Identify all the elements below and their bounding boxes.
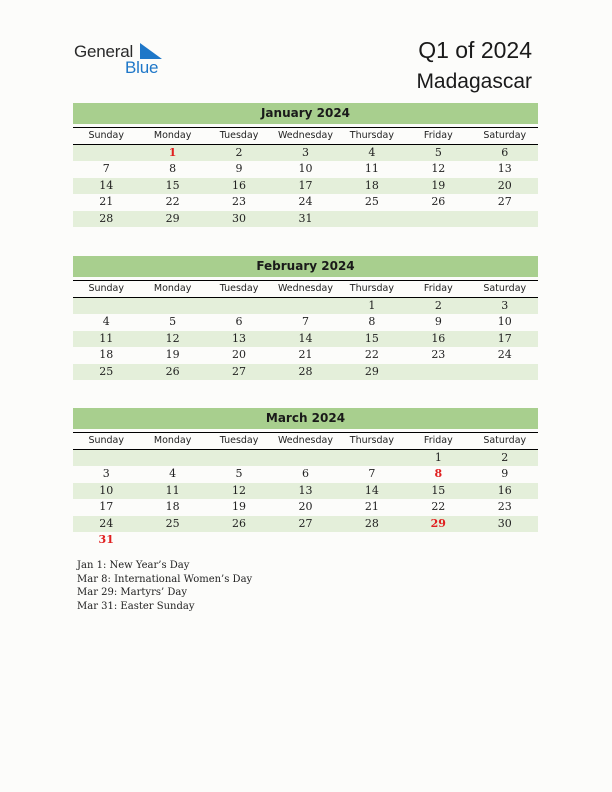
day-cell: 28 <box>364 516 379 530</box>
day-cell: 4 <box>368 146 376 159</box>
weekday-label: Saturday <box>483 283 527 294</box>
weekday-label: Monday <box>153 130 192 141</box>
week-row <box>73 466 538 482</box>
day-cell: 26 <box>431 195 446 209</box>
day-cell: 24 <box>497 348 512 362</box>
holiday-notes <box>77 559 252 613</box>
day-cell: 3 <box>501 299 509 312</box>
day-cell: 19 <box>232 500 247 514</box>
day-cell: 8 <box>434 467 443 481</box>
weekday-header-row <box>73 432 538 450</box>
weekday-label: Monday <box>153 435 192 446</box>
month-title: March 2024 <box>73 408 538 429</box>
day-cell: 24 <box>298 195 313 209</box>
day-cell <box>73 145 139 161</box>
day-cell: 11 <box>99 331 114 345</box>
day-cell: 2 <box>434 299 442 312</box>
weekday-label: Saturday <box>483 435 527 446</box>
day-cell: 4 <box>102 315 110 329</box>
weekday-header-row <box>73 280 538 298</box>
day-cell: 30 <box>497 516 512 530</box>
day-cell: 6 <box>301 467 309 481</box>
day-cell: 27 <box>497 195 512 209</box>
weekday-label: Friday <box>423 283 453 294</box>
day-cell: 3 <box>102 467 110 481</box>
weekday-label: Wednesday <box>277 435 333 446</box>
month-february <box>73 256 538 380</box>
week-row <box>73 450 538 466</box>
day-cell: 7 <box>301 315 309 329</box>
day-cell: 25 <box>99 364 114 378</box>
day-cell: 7 <box>102 162 110 176</box>
day-cell: 15 <box>165 178 180 192</box>
day-cell <box>139 298 205 314</box>
logo-text-blue: Blue <box>125 58 159 77</box>
day-cell: 25 <box>364 195 379 209</box>
week-row <box>73 161 538 177</box>
month-title: February 2024 <box>73 256 538 277</box>
day-cell: 25 <box>165 516 180 530</box>
day-cell: 18 <box>364 178 379 192</box>
quarter-title: Q1 of 2024 <box>418 37 532 63</box>
day-cell: 1 <box>434 451 442 464</box>
day-cell: 9 <box>501 467 509 481</box>
weekday-label: Thursday <box>349 435 394 446</box>
weekday-label: Friday <box>423 130 453 141</box>
day-cell <box>405 364 471 380</box>
day-cell: 8 <box>368 315 376 329</box>
holiday-note: Mar 8: International Women’s Day <box>77 573 253 585</box>
day-cell: 6 <box>235 315 243 329</box>
day-cell: 12 <box>165 331 180 345</box>
week-row <box>73 483 538 499</box>
day-cell: 22 <box>364 348 379 362</box>
day-cell: 20 <box>497 178 512 192</box>
day-cell <box>139 532 205 548</box>
day-cell: 7 <box>368 467 376 481</box>
holiday-note: Jan 1: New Year’s Day <box>77 560 190 571</box>
day-cell: 26 <box>232 516 247 530</box>
day-cell: 13 <box>232 331 247 345</box>
day-cell: 22 <box>165 195 180 209</box>
day-cell: 24 <box>99 516 114 530</box>
week-row <box>73 314 538 330</box>
day-cell <box>339 211 405 227</box>
day-cell: 19 <box>165 348 180 362</box>
day-cell: 5 <box>235 467 243 481</box>
week-row <box>73 347 538 363</box>
day-cell: 13 <box>298 483 313 497</box>
weekday-label: Saturday <box>483 130 527 141</box>
weekday-label: Sunday <box>88 130 124 141</box>
day-cell: 9 <box>434 315 442 329</box>
day-cell: 21 <box>99 195 114 209</box>
day-cell: 2 <box>501 451 509 464</box>
day-cell: 27 <box>232 364 247 378</box>
week-row <box>73 331 538 347</box>
holiday-note: Mar 29: Martyrs’ Day <box>77 587 187 598</box>
day-cell: 19 <box>431 178 446 192</box>
day-cell: 18 <box>165 500 180 514</box>
day-cell <box>405 211 471 227</box>
day-cell: 6 <box>501 146 509 159</box>
day-cell: 11 <box>364 162 379 176</box>
day-cell: 9 <box>235 162 243 176</box>
day-cell: 15 <box>431 483 446 497</box>
day-cell: 10 <box>497 315 512 329</box>
day-cell: 1 <box>368 299 376 312</box>
day-cell <box>206 298 272 314</box>
day-cell: 29 <box>430 516 446 530</box>
day-cell: 29 <box>364 364 379 378</box>
day-cell <box>472 211 538 227</box>
day-cell: 21 <box>298 348 313 362</box>
day-cell: 10 <box>298 162 313 176</box>
country-name: Madagascar <box>416 70 532 93</box>
day-cell: 12 <box>431 162 446 176</box>
day-cell: 17 <box>99 500 114 514</box>
day-cell: 23 <box>232 195 247 209</box>
day-cell: 5 <box>434 146 442 159</box>
week-row <box>73 499 538 515</box>
weekday-label: Tuesday <box>219 435 259 446</box>
day-cell <box>272 532 338 548</box>
generalblue-logo <box>74 42 174 78</box>
week-row <box>73 211 538 227</box>
weekday-label: Sunday <box>88 283 124 294</box>
day-cell: 31 <box>298 211 313 225</box>
day-cell: 17 <box>298 178 313 192</box>
day-cell: 4 <box>169 467 177 481</box>
day-cell: 23 <box>431 348 446 362</box>
day-cell <box>206 532 272 548</box>
day-cell: 30 <box>232 211 247 225</box>
day-cell: 29 <box>165 211 180 225</box>
day-cell: 5 <box>169 315 177 329</box>
day-cell: 21 <box>364 500 379 514</box>
day-cell <box>272 450 338 466</box>
day-cell: 14 <box>99 178 114 192</box>
day-cell <box>139 450 205 466</box>
month-march <box>73 408 538 548</box>
day-cell: 3 <box>301 146 309 159</box>
day-cell: 14 <box>364 483 379 497</box>
day-cell: 8 <box>169 162 177 176</box>
weekday-header-row <box>73 127 538 145</box>
day-cell <box>73 298 139 314</box>
weekday-label: Wednesday <box>277 283 333 294</box>
day-cell: 20 <box>298 500 313 514</box>
day-cell <box>73 450 139 466</box>
day-cell: 28 <box>298 364 313 378</box>
weekday-label: Monday <box>153 283 192 294</box>
day-cell <box>272 298 338 314</box>
week-row <box>73 364 538 380</box>
day-cell: 15 <box>364 331 379 345</box>
week-row <box>73 516 538 532</box>
week-row <box>73 298 538 314</box>
day-cell: 23 <box>497 500 512 514</box>
day-cell: 22 <box>431 500 446 514</box>
holiday-note: Mar 31: Easter Sunday <box>77 600 195 612</box>
weekday-label: Thursday <box>349 283 394 294</box>
day-cell <box>472 532 538 548</box>
day-cell: 1 <box>168 146 177 159</box>
day-cell <box>405 532 471 548</box>
logo-text-general: General <box>74 42 134 61</box>
week-row <box>73 145 538 161</box>
day-cell: 13 <box>497 162 512 176</box>
month-title: January 2024 <box>73 103 538 124</box>
day-cell: 16 <box>497 483 512 497</box>
day-cell: 2 <box>235 146 243 159</box>
day-cell: 14 <box>298 331 313 345</box>
weekday-label: Wednesday <box>277 130 333 141</box>
day-cell: 28 <box>99 211 114 225</box>
day-cell: 17 <box>497 331 512 345</box>
day-cell: 20 <box>232 348 247 362</box>
day-cell: 27 <box>298 516 313 530</box>
logo-triangle-icon <box>140 43 162 59</box>
day-cell: 26 <box>165 364 180 378</box>
day-cell: 31 <box>98 532 114 546</box>
weekday-label: Tuesday <box>219 130 259 141</box>
day-cell: 16 <box>232 178 247 192</box>
weekday-label: Tuesday <box>219 283 259 294</box>
week-row <box>73 532 538 548</box>
day-cell <box>339 450 405 466</box>
week-row <box>73 178 538 194</box>
day-cell: 18 <box>99 348 114 362</box>
day-cell: 10 <box>99 483 114 497</box>
weekday-label: Thursday <box>349 130 394 141</box>
weekday-label: Friday <box>423 435 453 446</box>
day-cell: 11 <box>165 483 180 497</box>
day-cell: 12 <box>232 483 247 497</box>
day-cell <box>206 450 272 466</box>
weekday-label: Sunday <box>88 435 124 446</box>
week-row <box>73 194 538 210</box>
day-cell <box>472 364 538 380</box>
month-january <box>73 103 538 227</box>
day-cell: 16 <box>431 331 446 345</box>
day-cell <box>339 532 405 548</box>
